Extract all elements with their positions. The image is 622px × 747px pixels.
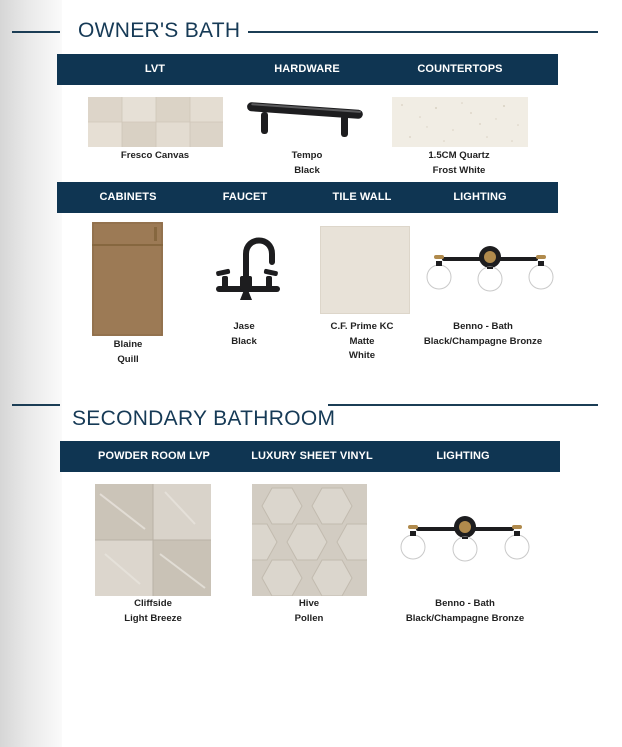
vanity-light-icon (398, 513, 532, 565)
secondary-bath-title: SECONDARY BATHROOM (72, 407, 336, 430)
secondary-rule-left (12, 404, 60, 406)
header-countertops: COUNTERTOPS (417, 63, 503, 75)
tile-color: White (348, 350, 376, 361)
header-hardware: HARDWARE (274, 63, 340, 75)
tile-finish: Matte (349, 335, 375, 347)
owners-lighting-caption (424, 320, 542, 349)
owners-lighting-name: Benno - Bath (453, 321, 513, 332)
secondary-lighting-caption (406, 597, 524, 626)
header-secondary-lighting: LIGHTING (436, 450, 490, 462)
secondary-header-band (60, 441, 560, 472)
powder-lvp-color: Light Breeze (124, 612, 182, 624)
page-edge-shadow (0, 0, 62, 747)
secondary-lighting-finish: Black/Champagne Bronze (405, 612, 525, 624)
owners-header-band-2 (57, 182, 558, 213)
sheet-vinyl-swatch (252, 484, 367, 596)
header-tile-wall: TILE WALL (332, 191, 392, 203)
tile-caption (331, 320, 394, 364)
header-faucet: FAUCET (222, 191, 268, 203)
secondary-lighting-name: Benno - Bath (435, 598, 495, 609)
faucet-caption (231, 320, 257, 349)
powder-lvp-name: Cliffside (134, 598, 172, 609)
lvt-caption (121, 149, 189, 164)
faucet-icon (214, 232, 282, 302)
header-powder-room-lvp: POWDER ROOM LVP (98, 450, 210, 462)
header-lvt: LVT (144, 63, 166, 75)
vanity-light-icon (422, 243, 558, 297)
cabinet-door-swatch (92, 222, 163, 336)
owners-header-band-1 (57, 54, 558, 85)
powder-lvp-caption (124, 597, 182, 626)
lvt-swatch (88, 97, 223, 147)
secondary-rule-right (328, 404, 598, 406)
cabinet-caption (114, 338, 143, 367)
tile-wall-swatch (320, 226, 410, 314)
tile-name: C.F. Prime KC (330, 321, 394, 332)
countertop-swatch (392, 97, 528, 147)
hardware-name: Tempo (291, 150, 323, 161)
countertop-color: Frost White (432, 164, 486, 176)
faucet-finish: Black (231, 335, 257, 347)
lvt-name: Fresco Canvas (120, 150, 190, 161)
faucet-name: Jase (233, 321, 255, 332)
sheet-vinyl-name: Hive (298, 598, 320, 609)
hardware-caption (292, 149, 323, 178)
powder-lvp-swatch (95, 484, 211, 596)
header-luxury-sheet-vinyl: LUXURY SHEET VINYL (251, 450, 373, 462)
cabinet-color: Quill (117, 353, 139, 365)
owners-bath-title: OWNER'S BATH (78, 19, 241, 42)
hardware-finish: Black (294, 164, 320, 176)
cabinet-name: Blaine (113, 339, 143, 350)
sheet-vinyl-color: Pollen (294, 612, 324, 624)
title-rule-left (12, 31, 60, 33)
owners-lighting-finish: Black/Champagne Bronze (423, 335, 543, 347)
header-lighting: LIGHTING (453, 191, 507, 203)
title-rule-right (248, 31, 598, 33)
sheet-vinyl-caption (295, 597, 324, 626)
countertop-name: 1.5CM Quartz (428, 150, 490, 161)
countertop-caption (428, 149, 489, 178)
bar-pull-icon (245, 100, 365, 140)
header-cabinets: CABINETS (99, 191, 157, 203)
